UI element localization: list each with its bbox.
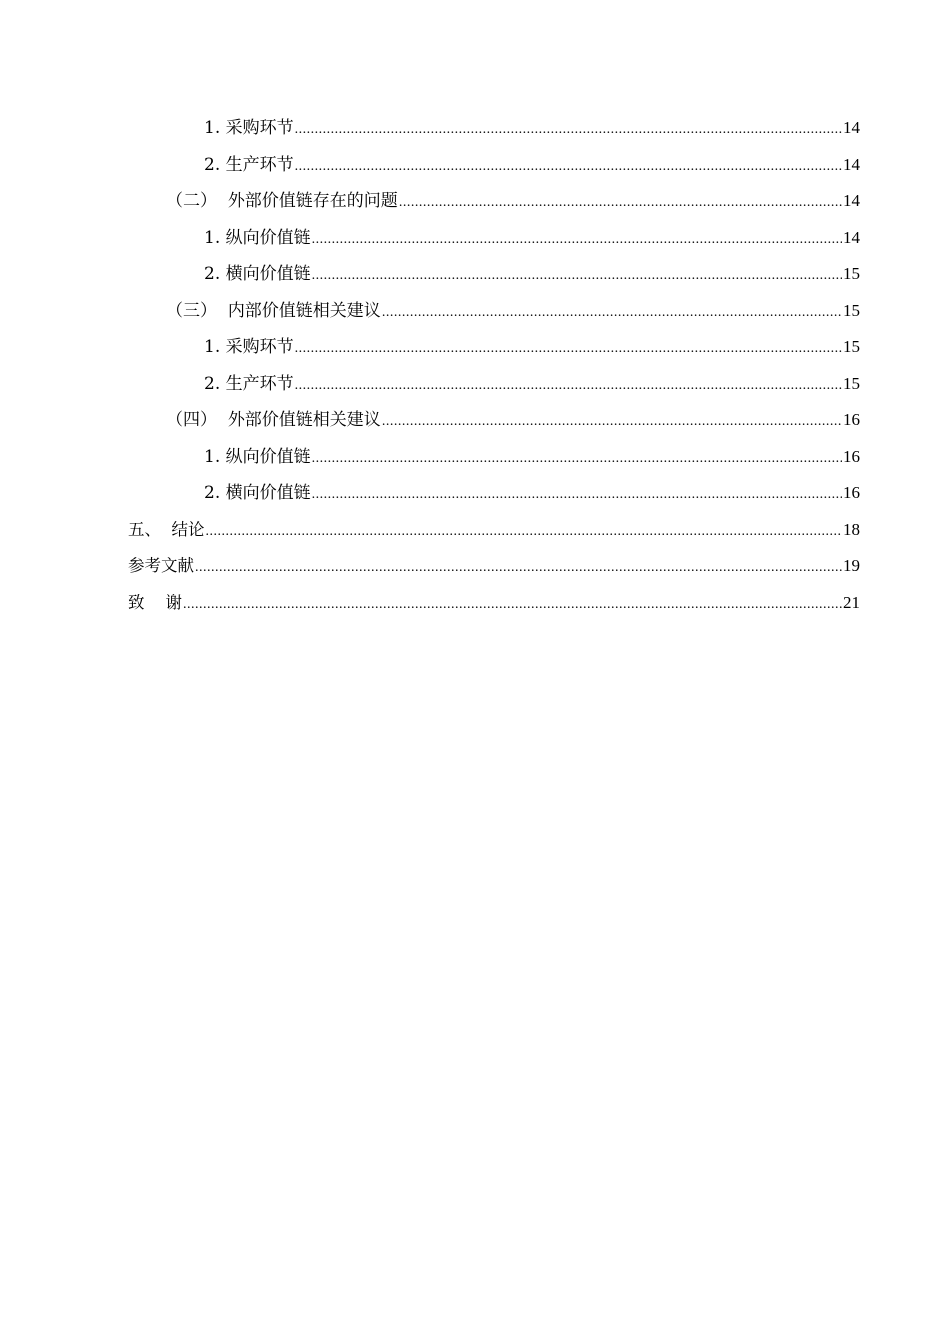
toc-dot-leader [295,112,842,149]
toc-entry-page: 14 [843,154,860,174]
toc-dot-leader [206,514,843,551]
toc-entry-page: 16 [843,483,860,502]
toc-entry[interactable] [0,585,950,622]
toc-entry-number: 2. [204,154,226,175]
toc-entry[interactable] [0,548,950,585]
toc-entry[interactable] [0,147,950,184]
toc-entry-page: 15 [843,264,860,283]
toc-entry-title: 生产环节 [225,154,294,175]
toc-entry-number: 1. [204,446,226,467]
toc-entry-page: 15 [843,373,860,393]
toc-dot-leader [183,587,842,624]
toc-entry[interactable] [0,329,950,366]
toc-entry-title: 采购环节 [225,337,294,357]
toc-entry-title: 参考文献 [128,556,194,575]
toc-entry[interactable] [0,402,950,439]
toc-entry-page: 16 [843,410,860,429]
toc-entry-title: 内部价值链相关建议 [227,300,381,321]
toc-dot-leader [312,477,842,514]
toc-entry-number: （二） [166,191,228,211]
toc-entry-title: 横向价值链 [225,483,311,503]
toc-entry-page: 14 [843,118,860,137]
toc-entry-title: 横向价值链 [225,264,311,284]
toc-dot-leader [295,149,842,186]
table-of-contents [0,110,950,621]
toc-entry-page: 14 [843,191,860,210]
toc-entry-number: 1. [204,118,226,138]
toc-entry-number: 2. [204,264,226,284]
toc-entry[interactable] [0,366,950,403]
toc-entry-page: 14 [843,227,860,247]
toc-entry-title: 纵向价值链 [225,446,311,467]
toc-dot-leader [382,295,842,332]
toc-entry-title: 外部价值链存在的问题 [227,191,398,211]
toc-entry-page: 15 [843,300,860,320]
toc-dot-leader [399,185,842,222]
toc-entry-number: 五、 [128,519,172,539]
toc-entry[interactable] [0,512,950,549]
toc-entry[interactable] [0,293,950,330]
toc-entry-number: 1. [204,227,226,248]
toc-entry[interactable] [0,439,950,476]
toc-entry[interactable] [0,220,950,257]
toc-entry-title: 致 谢 [128,592,182,612]
toc-entry[interactable] [0,256,950,293]
toc-entry-number: 1. [204,337,226,357]
toc-entry-title: 结论 [171,519,205,539]
toc-entry-title: 生产环节 [225,373,294,394]
toc-dot-leader [312,441,842,478]
toc-dot-leader [295,331,842,368]
toc-dot-leader [312,222,842,259]
toc-entry-number: （三） [166,300,228,321]
toc-dot-leader [312,258,842,295]
toc-entry-page: 19 [843,556,860,575]
toc-entry-title: 外部价值链相关建议 [227,410,381,430]
toc-entry-page: 21 [843,592,860,612]
toc-entry-title: 采购环节 [225,118,294,138]
toc-entry-number: （四） [166,410,228,430]
toc-entry-page: 16 [843,446,860,466]
toc-entry-number: 2. [204,483,226,503]
toc-entry[interactable] [0,110,950,147]
toc-entry-number: 2. [204,373,226,394]
toc-dot-leader [382,404,842,441]
toc-dot-leader [195,550,842,587]
toc-entry-page: 18 [843,519,860,539]
toc-entry[interactable] [0,183,950,220]
toc-entry-title: 纵向价值链 [225,227,311,248]
toc-entry[interactable] [0,475,950,512]
toc-entry-page: 15 [843,337,860,356]
toc-dot-leader [295,368,842,405]
